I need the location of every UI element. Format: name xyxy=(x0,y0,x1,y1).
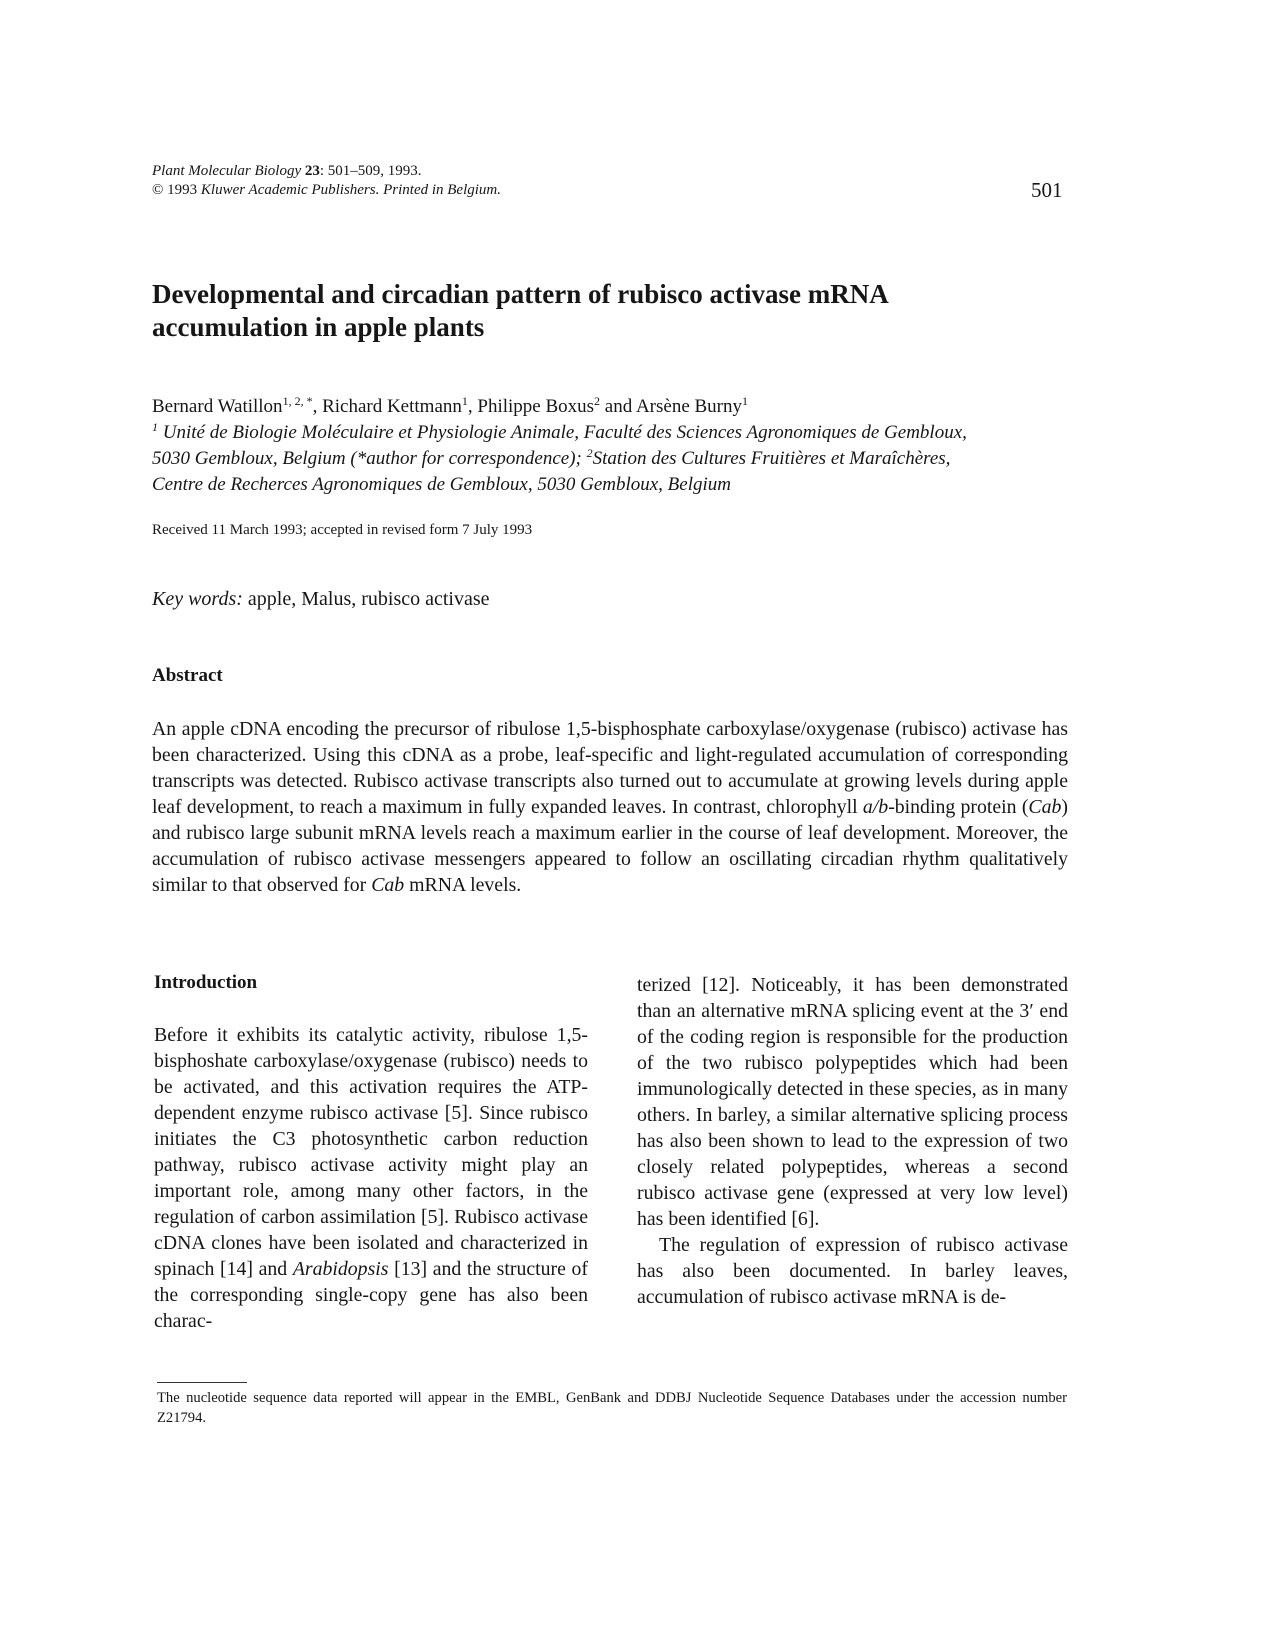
page-number: 501 xyxy=(1031,178,1063,202)
journal-volume: 23 xyxy=(304,163,320,179)
affiliation-line: $^1$ Unité de Biologie Moléculaire et Physiologie Animale, Faculté des Sciences Agronomiques de Gembloux, xyxy=(152,420,967,443)
abstract-text: An apple cDNA encoding the precursor of ribulose 1,5-bisphosphate carboxylase/oxygenase (rubisco) activase has been characterized. Using this cDNA as a probe, leaf-specific and light-regulated accumulation of corresponding transcripts was detected. Rubisco activase transcripts also turned out to accumulate at growing levels during apple leaf development, to reach a maximum in fully expanded leaves. In contrast, chlorophyll a/b-binding protein (Cab) and rubisco large subunit mRNA levels reach a maximum earlier in the course of leaf development. Moreover, the accumulation of rubisco activase messengers appeared to follow an oscillating circadian rhythm qualitatively similar to that observed for Cab mRNA levels. xyxy=(152,718,1068,896)
footnote: The nucleotide sequence data reported will appear in the EMBL, GenBank and DDBJ Nucleotide Sequence Databases under the accession number Z21794. xyxy=(157,1390,1067,1426)
abstract-heading: Abstract xyxy=(152,665,223,686)
affiliations xyxy=(152,420,1072,498)
author-name: Arsène Burny xyxy=(635,396,742,417)
author-affiliation-mark: 2 xyxy=(594,394,601,408)
received-dates: Received 11 March 1993; accepted in revised form 7 July 1993 xyxy=(152,522,533,538)
affiliation-line: 5030 Gembloux, Belgium (*author for correspondence); $^2$Station des Cultures Fruitières et Maraîchères, xyxy=(152,446,951,469)
copyright-line xyxy=(152,181,501,199)
introduction-right-column xyxy=(637,972,1068,1310)
author-affiliation-mark: 1, 2, * xyxy=(282,394,313,408)
journal-name: Plant Molecular Biology xyxy=(152,163,302,179)
publisher: Kluwer Academic Publishers. Printed in Belgium. xyxy=(200,182,502,198)
journal-pages-year: : 501–509, 1993. xyxy=(319,163,422,179)
author-affiliation-mark: 1 xyxy=(461,394,468,408)
article-title xyxy=(152,278,1112,344)
affiliation-line: Centre de Recherces Agronomiques de Gembloux, 5030 Gembloux, Belgium xyxy=(152,474,731,495)
author-name: Philippe Boxus xyxy=(477,396,595,417)
author-list: Bernard Watillon$^{1, 2, *}$, Richard Kettmann$^1$, Philippe Boxus$^2$ and Arsène Burny$^1$ xyxy=(152,394,748,417)
journal-citation xyxy=(152,162,422,180)
author-affiliation-mark: 1 xyxy=(742,394,748,408)
keywords-label: Key words: xyxy=(152,588,243,610)
title-line-1: Developmental and circadian pattern of rubisco activase mRNA xyxy=(152,279,889,309)
author-name: Richard Kettmann xyxy=(322,396,462,417)
footnote-divider xyxy=(157,1382,247,1383)
paragraph: The regulation of expression of rubisco activase has also been documented. In barley leaves, accumulation of rubisco activase mRNA is de- xyxy=(637,1234,1068,1308)
keywords xyxy=(152,588,490,611)
copyright-symbol: © xyxy=(152,182,164,198)
introduction-left-column: Before it exhibits its catalytic activity, ribulose 1,5-bisphoshate carboxylase/oxygenase (rubisco) needs to be activated, and this activation requires the ATP-dependent enzyme rubisco activase [5]. Since rubisco initiates the C3 photosynthetic carbon reduction pathway, rubisco activase activity might play an important role, among many other factors, in the regulation of carbon assimilation [5]. Rubisco activase cDNA clones have been isolated and characterized in spinach [14] and Arabidopsis [13] and the structure of the corresponding single-copy gene has also been charac- xyxy=(154,1024,588,1332)
keywords-value: apple, Malus, rubisco activase xyxy=(247,588,490,610)
paragraph: terized [12]. Noticeably, it has been demonstrated than an alternative mRNA splicing event at the 3′ end of the coding region is responsible for the production of the two rubisco polypeptides which had been immunologically detected in these species, as in many others. In barley, a similar alternative splicing process has also been shown to lead to the expression of two closely related polypeptides, whereas a second rubisco activase gene (expressed at very low level) has been identified [6]. xyxy=(637,974,1068,1230)
copyright-year: 1993 xyxy=(167,182,198,198)
title-line-2: accumulation in apple plants xyxy=(152,312,485,342)
introduction-heading: Introduction xyxy=(154,972,258,993)
author-name: Bernard Watillon xyxy=(152,396,283,417)
